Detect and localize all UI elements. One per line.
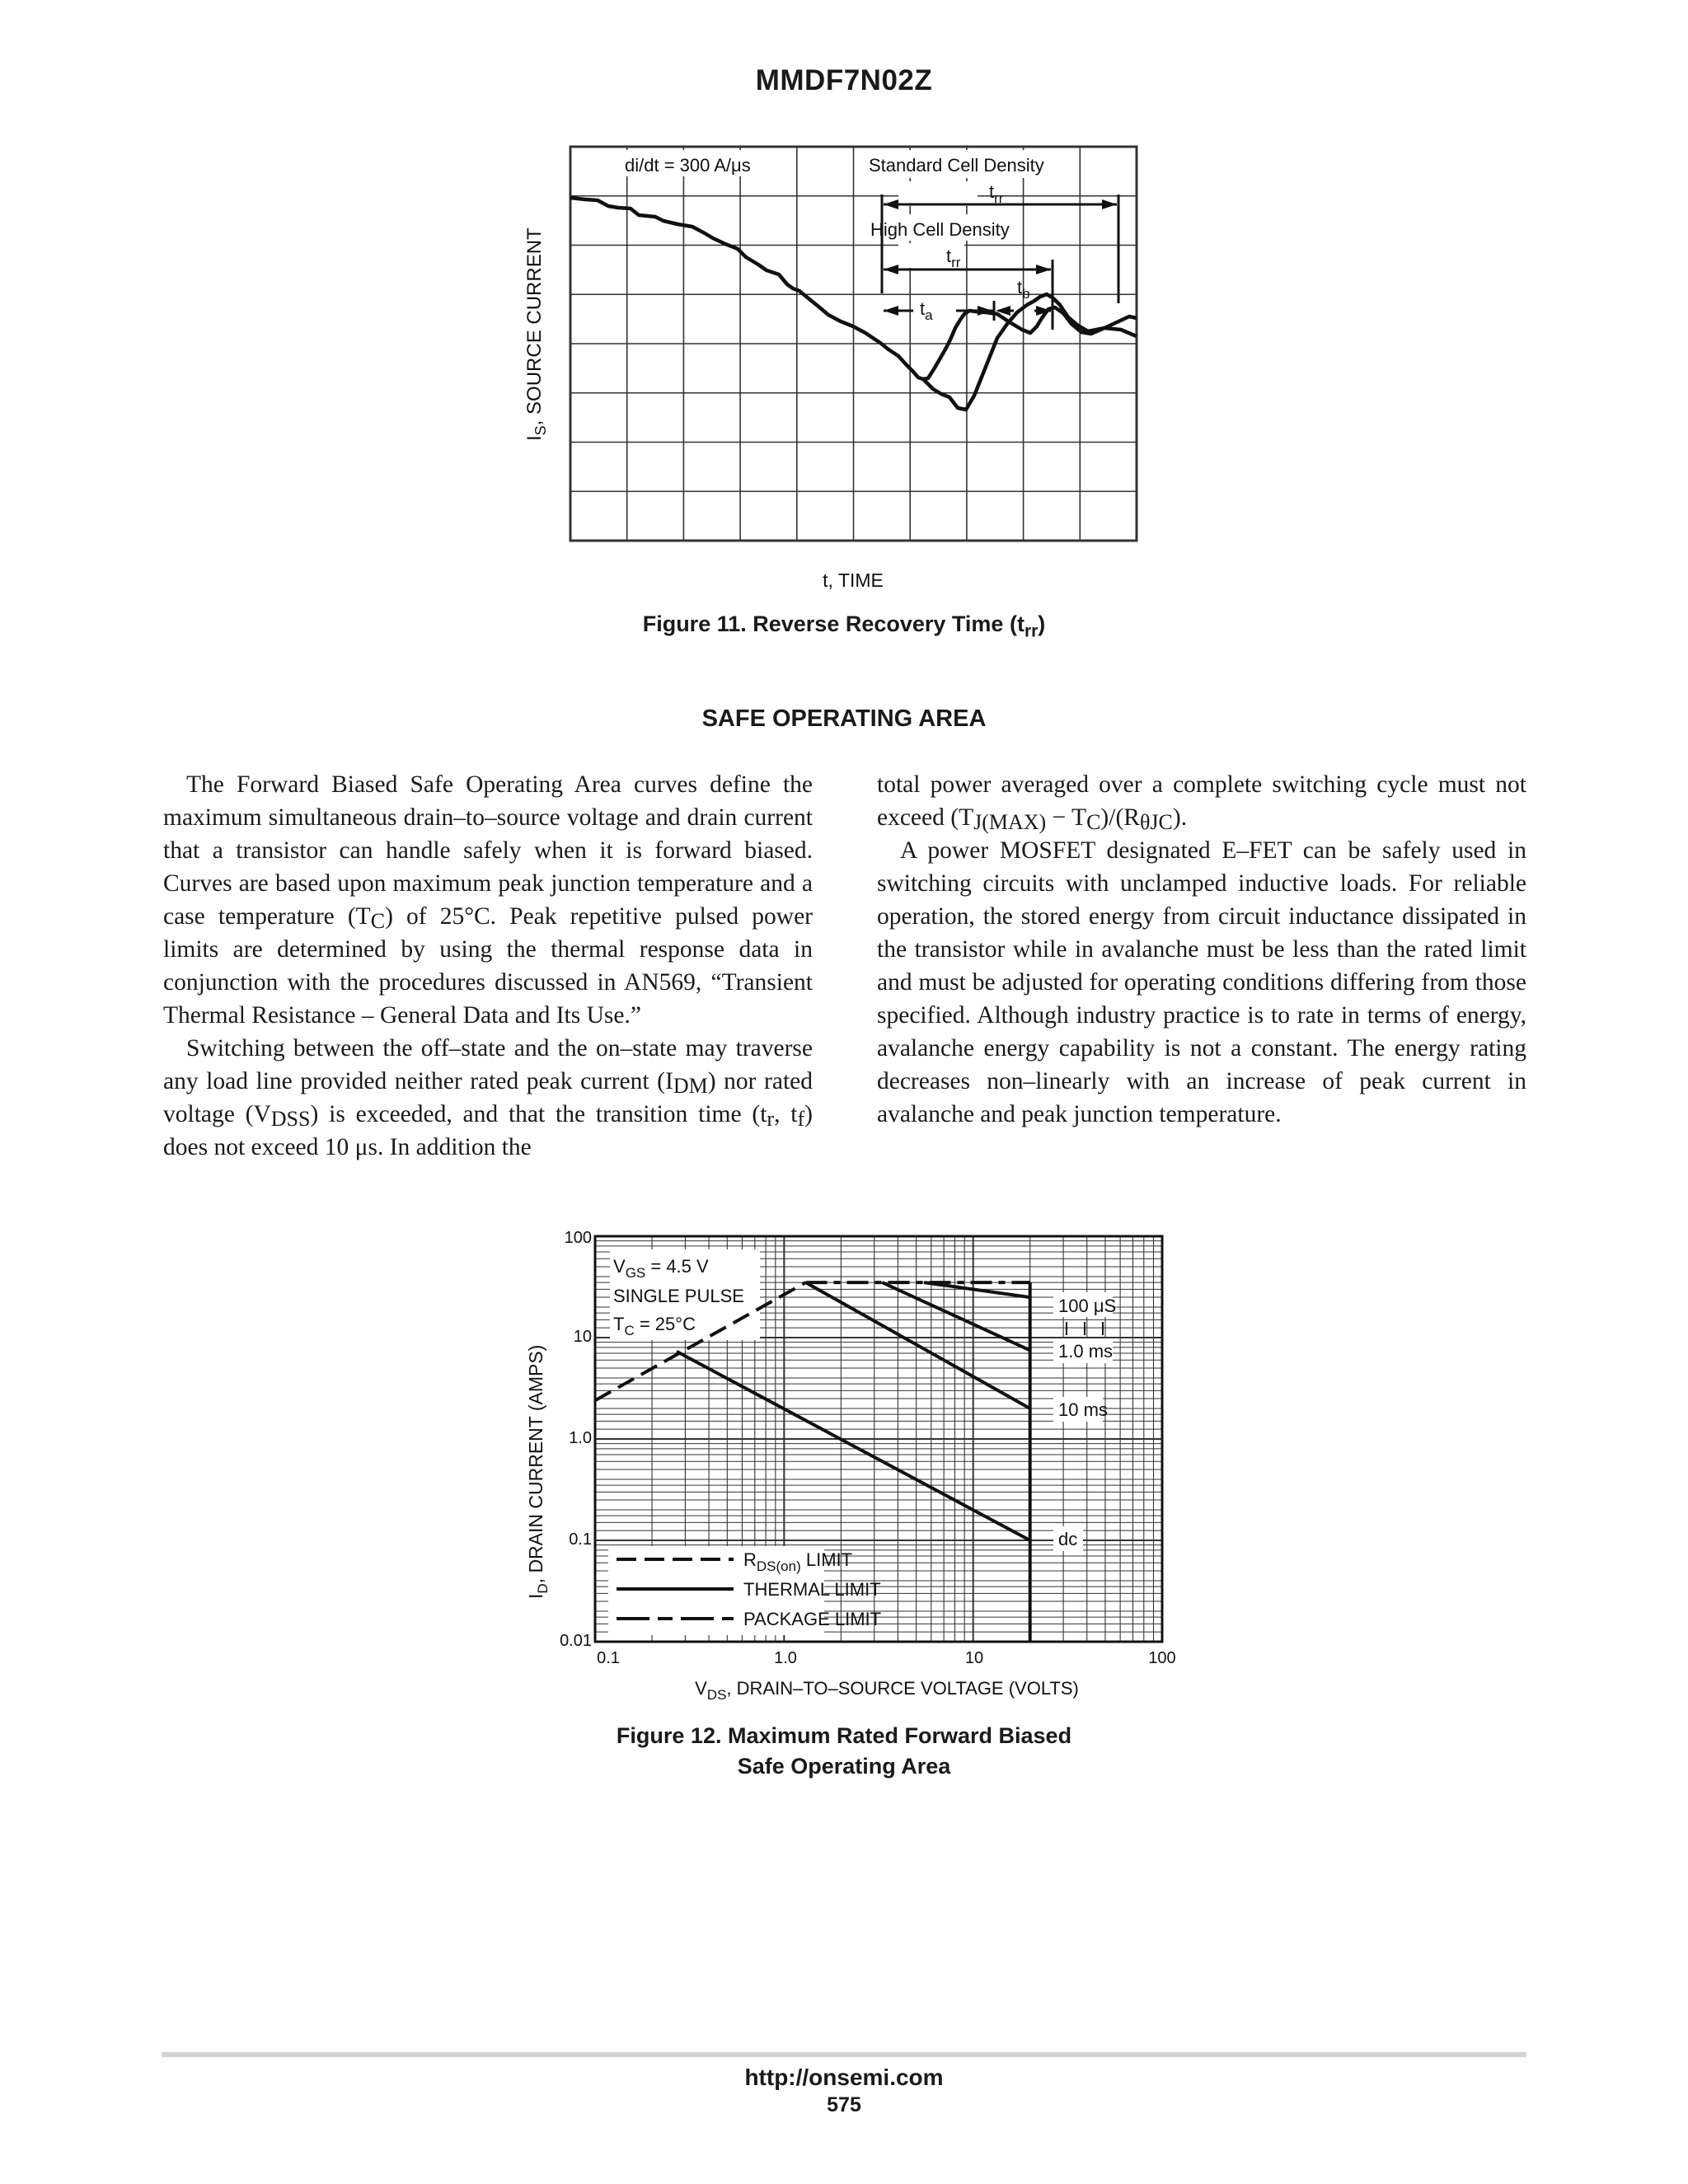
trr-standard-arrow-right — [1102, 199, 1117, 209]
left-paragraph-2: Switching between the off–state and the on–state may traverse any load line provided neither rated peak current $(I_{DM})$ nor rated voltage $(V_{DSS})$ is exceeded, and that the transition time ($t_r$, $t_f$) does not exceed 10 μs. In addition the — [163, 1035, 813, 1160]
page-number: 575 — [827, 2093, 861, 2116]
x-tick-10: 10 — [964, 1649, 984, 1667]
high-cell-density-label: High Cell Density — [870, 219, 1010, 240]
section-title: SAFE OPERATING AREA — [701, 705, 987, 732]
trr-standard-label: $t_{rr}$ — [989, 181, 1004, 206]
trr-high-arrow-right — [1036, 265, 1051, 274]
y-tick-10: 10 — [573, 1328, 592, 1346]
ta-arrow-left — [884, 306, 898, 316]
figure-11-y-axis-label: $I_S$, SOURCE CURRENT — [523, 227, 549, 441]
label-100us: 100 μS — [1058, 1296, 1117, 1316]
body-left-column — [163, 768, 813, 1164]
tc-condition-label: $T_C = 25^\circ C$ — [613, 1314, 696, 1338]
trr-high-arrow-left — [884, 265, 898, 274]
figure-11-chart — [495, 132, 1154, 593]
figure-12-caption-line-2: Safe Operating Area — [737, 1754, 951, 1779]
legend-package-label: PACKAGE LIMIT — [743, 1609, 882, 1629]
right-paragraph-1: total power averaged over a complete switching cycle must not exceed $(T_{J(MAX)} - T_C)/(R_{\theta JC})$. — [877, 771, 1526, 834]
right-paragraph-2: A power MOSFET designated E–FET can be safely used in switching circuits with unclamped inductive loads. For reliable operation, the stored energy from circuit inductance dissipated in the transistor while in avalanche must be less than the rated limit and must be adjusted for operating conditions differing from those specified. Although industry practice is to rate in terms of energy, avalanche energy capability is not a constant. The energy rating decreases non–linearly with an increase of peak current in avalanche and peak junction temperature. — [877, 837, 1526, 1127]
footer-divider — [162, 2052, 1526, 2057]
trr-high-label: $t_{rr}$ — [946, 246, 961, 270]
figure-12-chart — [495, 1220, 1203, 1706]
figure-11-caption: Figure 11. Reverse Recovery Time $(t_{rr})$ — [642, 612, 1046, 641]
trr-std-backdrop — [898, 181, 978, 206]
y-tick-0-1: 0.1 — [569, 1530, 592, 1549]
figure-11-x-axis-label: t, TIME — [823, 569, 884, 591]
tb-label: $t_b$ — [1017, 277, 1030, 302]
didt-label: di/dt = 300 A/μs — [625, 155, 751, 176]
x-tick-100: 100 — [1148, 1649, 1176, 1667]
standard-cell-density-label: Standard Cell Density — [869, 155, 1044, 176]
figure-12-caption-line-1: Figure 12. Maximum Rated Forward Biased — [616, 1723, 1072, 1748]
label-10ms: 10 ms — [1058, 1399, 1108, 1420]
figure-12-y-axis-label: $I_D$, DRAIN CURRENT (AMPS) — [525, 1344, 551, 1599]
x-tick-0-1: 0.1 — [597, 1649, 620, 1667]
y-tick-1: 1.0 — [569, 1429, 592, 1447]
y-tick-100: 100 — [564, 1229, 592, 1247]
label-100us-ticks — [1067, 1322, 1103, 1335]
ta-label: $t_a$ — [920, 298, 933, 323]
page-header-part-number: MMDF7N02Z — [755, 64, 933, 96]
figure-12-x-axis-label: $V_{DS}$, DRAIN–TO–SOURCE VOLTAGE (VOLTS) — [695, 1678, 1079, 1703]
trr-standard-arrow-left — [884, 199, 898, 209]
label-1ms: 1.0 ms — [1058, 1341, 1114, 1361]
single-pulse-label: SINGLE PULSE — [613, 1286, 744, 1306]
x-tick-1: 1.0 — [774, 1649, 797, 1667]
label-dc: dc — [1058, 1529, 1078, 1549]
y-tick-0-01: 0.01 — [560, 1632, 592, 1650]
body-right-column — [877, 768, 1526, 1131]
left-paragraph-1: The Forward Biased Safe Operating Area curves define the maximum simultaneous drain–to–source voltage and drain current that a transistor can handle safely when it is forward biased. Curves are based upon maximum peak junction temperature and a case temperature $(T_C)$ of 25°C. Peak repetitive pulsed power limits are determined by using the thermal response data in conjunction with the procedures discussed in AN569, “Transient Thermal Resistance – General Data and Its Use.” — [163, 771, 814, 1029]
vgs-condition-label: $V_{GS} = 4.5$ V — [613, 1256, 709, 1281]
limit-100us-line — [924, 1282, 1030, 1297]
figure-11-grid — [570, 147, 1137, 541]
footer-url-link[interactable]: http://onsemi.com — [744, 2064, 944, 2090]
figure-12-caption — [0, 1721, 1688, 1782]
legend-rdson-label: $R_{DS(on)}$ LIMIT — [743, 1549, 853, 1574]
limit-10ms-line — [806, 1282, 1030, 1408]
legend-thermal-label: THERMAL LIMIT — [743, 1579, 881, 1600]
